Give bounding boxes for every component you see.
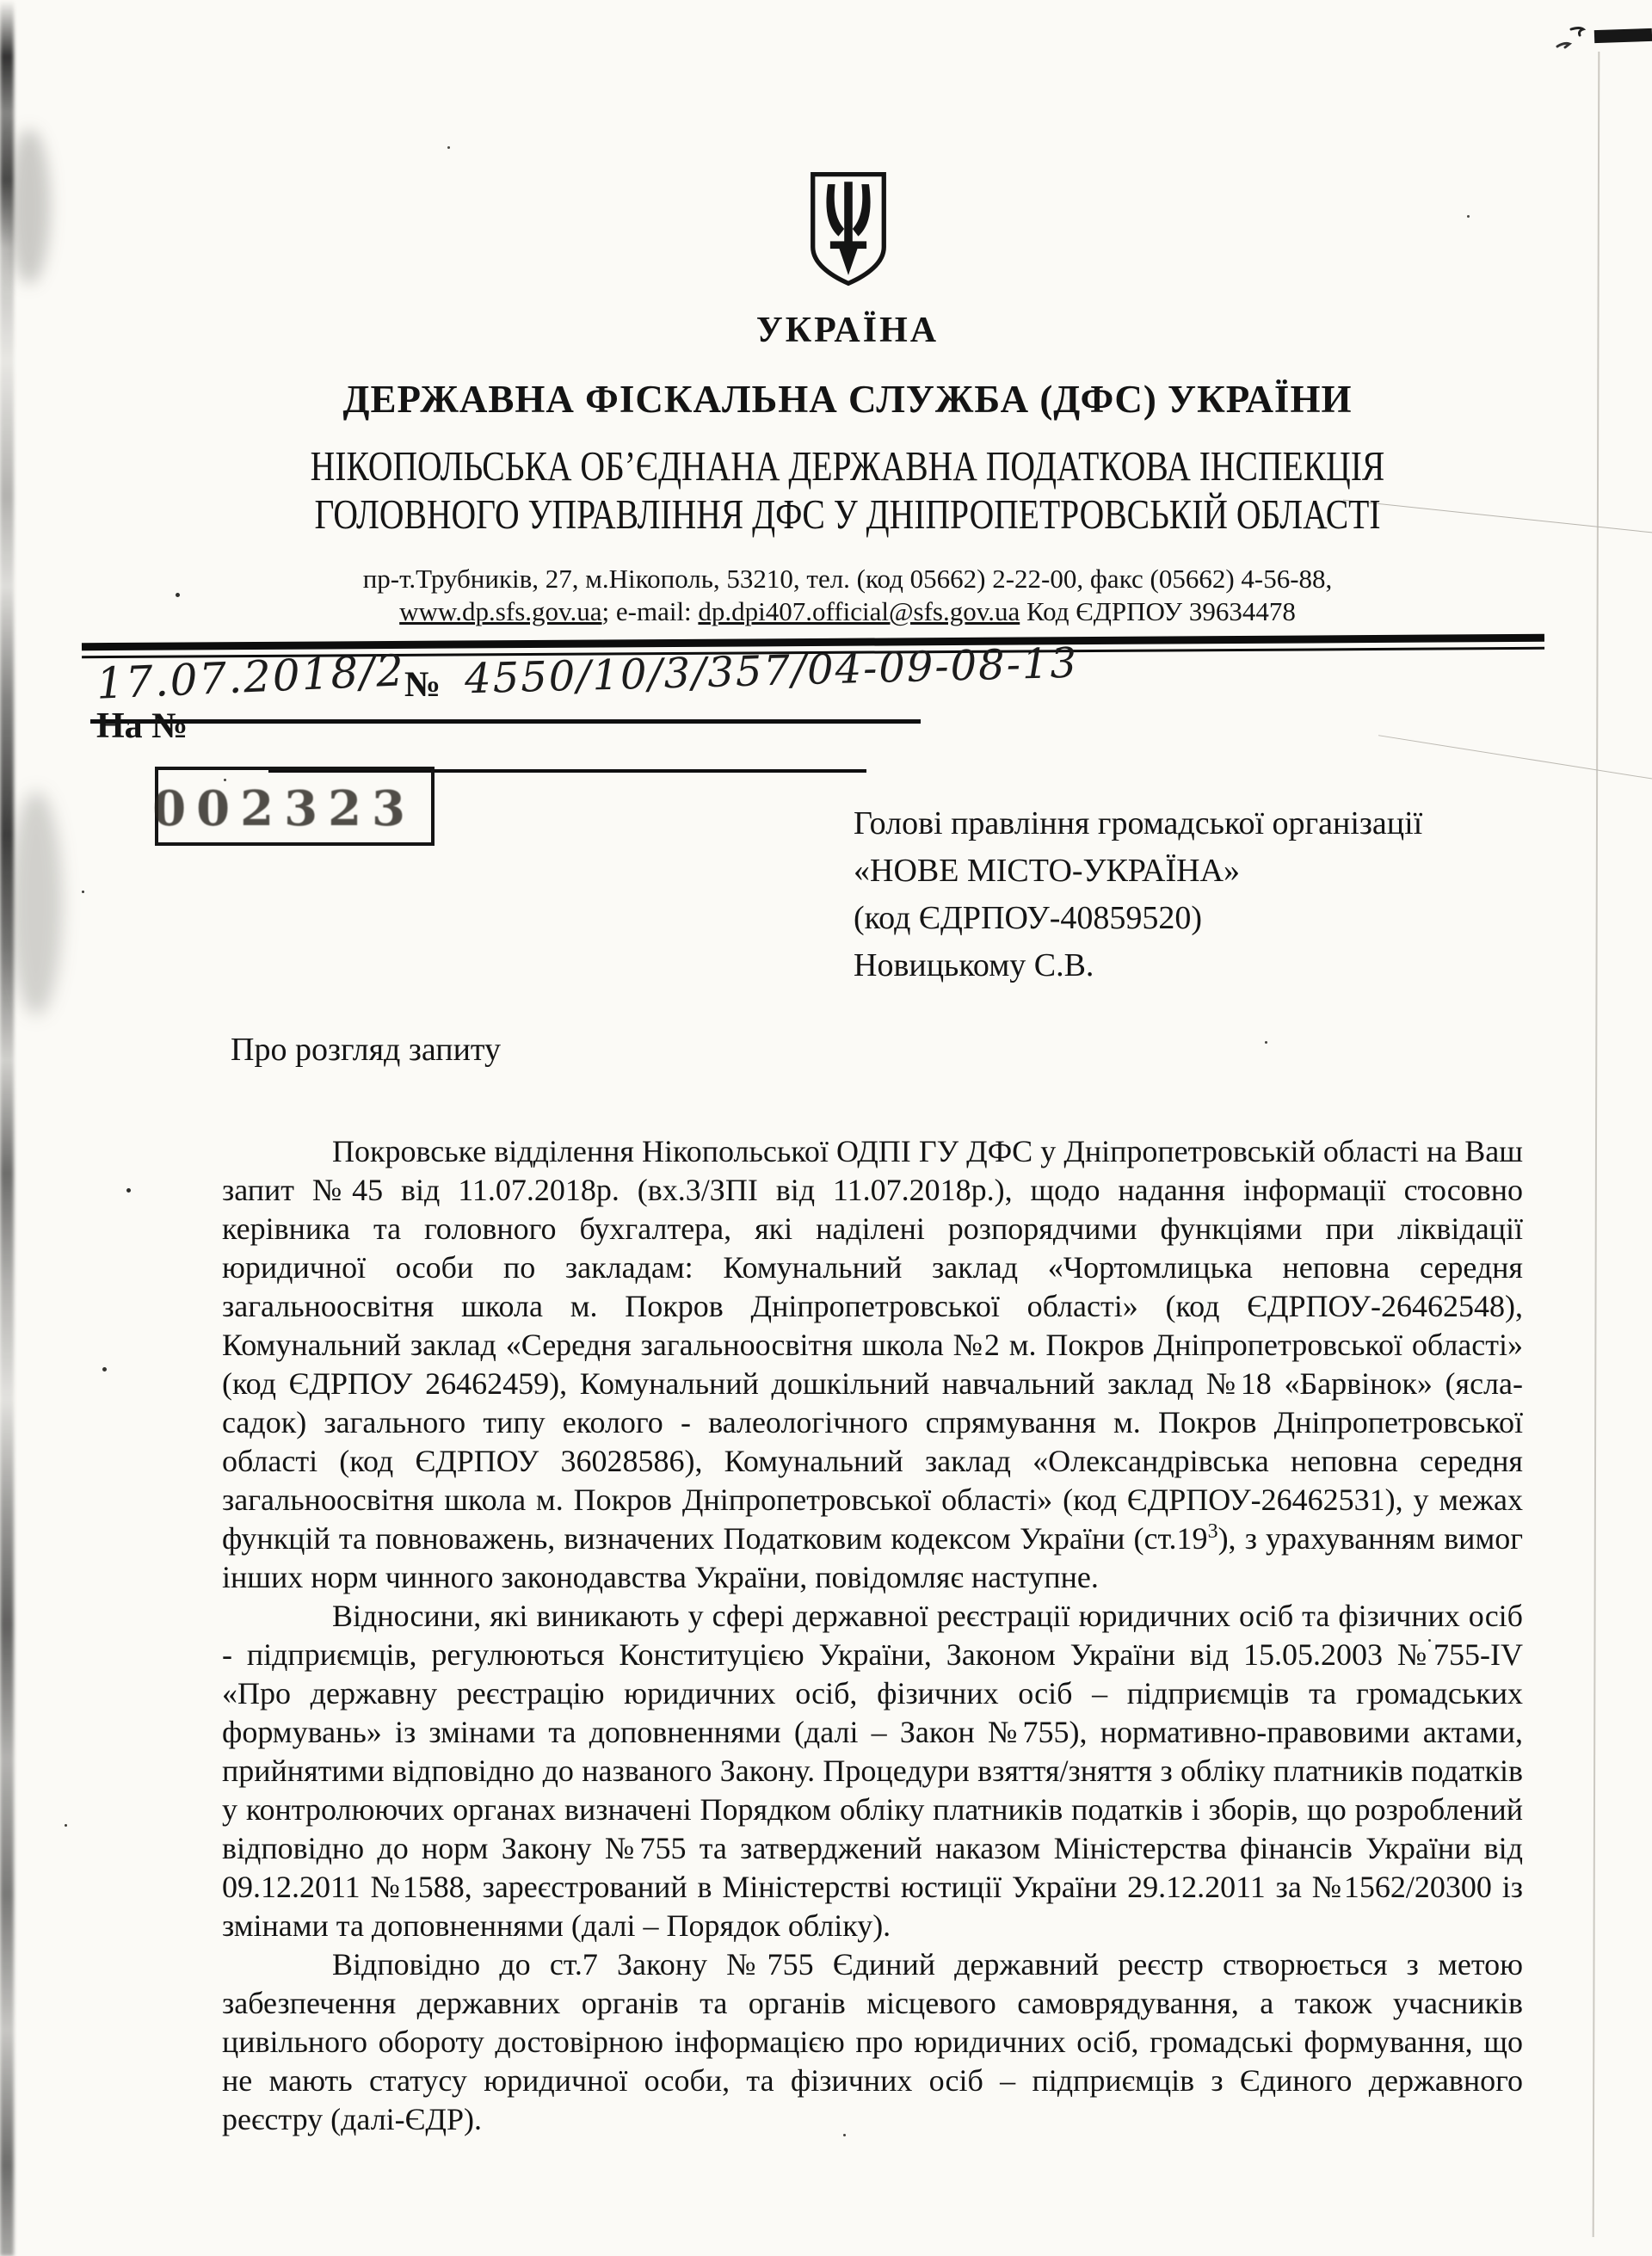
country-name: УКРАЇНА	[755, 311, 940, 350]
scan-smudge	[9, 129, 50, 284]
scan-hairline	[1378, 735, 1652, 780]
contacts-separator: ; e-mail:	[601, 596, 699, 626]
recipient-line3: (код ЄДРПОУ-40859520)	[854, 900, 1203, 936]
body-paragraph-2: Відносини, які виникають у сфері державної реєстрації юридичних осіб та фізичних осіб - підприємців, регулюються Конституцією України, Законом України від 15.05.2003 №755-IV «Про державну реєстрацію юридичних осіб, фізичних осіб – підприємців та громадських формувань» із змінами та доповненнями (далі – Закон №755), нормативно-правовими актами, прийнятими відповідно до названого Закону. Процедури взяття/зняття з обліку платників податків у контролюючих органах визначені Порядком обліку платників податків і зборів, що розроблений відповідно до норм Закону №755 та затверджений наказом Міністерства фінансів України від 09.12.2011 №1588, зареєстрований в Міністерстві юстиції України 29.12.2011 за №1562/20300 із змінами та доповненнями (далі – Порядок обліку).	[222, 1599, 1523, 1943]
letter-body	[222, 1132, 1523, 2139]
body-paragraph-3: Відповідно до ст.7 Закону №755 Єдиний державний реєстр створюється з метою забезпечення державних органів та органів місцевого самоврядування, а також учасників цивільного обороту достовірною інформацією про юридичних осіб, громадські формування, що не мають статусу юридичної особи, та фізичних осіб – підприємців з Єдиного державного реєстру (далі-ЄДР).	[222, 1947, 1523, 2136]
scan-smudge	[10, 792, 62, 1015]
pen-scribble-mark	[1554, 26, 1590, 55]
recipient-line4: Новицькому С.В.	[854, 947, 1094, 983]
registration-stamp-box	[152, 767, 435, 846]
registration-stamp-number: 002323	[152, 780, 416, 837]
scan-edge-artifact-left	[0, 0, 14, 2256]
website-link: www.dp.sfs.gov.ua	[399, 596, 602, 626]
reply-to-label: На №	[96, 706, 188, 746]
contacts-line	[43, 596, 1652, 627]
article-superscript: 3	[1207, 1520, 1218, 1543]
org-name-line3: ГОЛОВНОГО УПРАВЛІННЯ ДФС У ДНІПРОПЕТРОВСЬКІЙ ОБЛАСТІ	[314, 491, 1381, 538]
subject-line: Про розгляд запиту	[231, 1032, 502, 1068]
edrpou-code: Код ЄДРПОУ 39634478	[1020, 596, 1296, 626]
handwritten-outgoing-date: 17.07.2018/2	[95, 645, 407, 709]
org-name-line2: НІКОПОЛЬСЬКА ОБ’ЄДНАНА ДЕРЖАВНА ПОДАТКОВА ІНСПЕКЦІЯ	[310, 443, 1385, 490]
paragraph-1-text-end: ), з урахуванням вимог інших норм чинного законодавства України, повідомляє наступне.	[222, 1521, 1523, 1594]
scan-corner-artifact	[1594, 28, 1652, 43]
email-link: dp.dpi407.official@sfs.gov.ua	[698, 596, 1020, 626]
handwritten-outgoing-number: 4550/10/3/357/04-09-08-13	[464, 638, 1079, 704]
recipient-block	[854, 800, 1456, 989]
body-paragraph-1	[222, 1132, 1523, 1597]
paragraph-1-text: Покровське відділення Нікопольської ОДПІ ГУ ДФС у Дніпропетровській області на Ваш запит №45 від 11.07.2018р. (вх.3/ЗПІ від 11.07.2018р.), щодо надання інформації стосовно керівника та головного бухгалтера, які наділені розпорядчими функціями при ліквідації юридичної особи по закладам: Комунальний заклад «Чортомлицька неповна середня загальноосвітня школа м. Покров Дніпропетровської області» (код ЄДРПОУ-26462548), Комунальний заклад «Середня загальноосвітня школа №2 м. Покров Дніпропетровської області» (код ЄДРПОУ 26462459), Комунальний дошкільний навчальний заклад №18 «Барвінок» (ясла-садок) загального типу еколого - валеологічного спрямування м. Покров Дніпропетровської області (код ЄДРПОУ 36028586), Комунальний заклад «Олександрівська неповна середня загальноосвітня школа м. Покров Дніпропетровської області» (код ЄДРПОУ-26462531), у межах функцій та повноважень, визначених Податковим кодексом України (ст.19	[222, 1134, 1523, 1556]
ukraine-coat-of-arms-icon	[807, 166, 890, 292]
recipient-line2: «НОВЕ МІСТО-УКРАЇНА»	[854, 853, 1241, 889]
number-underline	[469, 719, 921, 724]
recipient-line1: Голові правління громадської організації	[854, 805, 1423, 841]
number-sign-label: №	[404, 665, 441, 705]
org-name-line1: ДЕРЖАВНА ФІСКАЛЬНА СЛУЖБА (ДФС) УКРАЇНИ	[342, 378, 1353, 421]
address-line: пр-т.Трубників, 27, м.Нікополь, 53210, тел. (код 05662) 2-22-00, факс (05662) 4-56-88,	[362, 564, 1333, 594]
scan-specks	[0, 0, 3, 3]
